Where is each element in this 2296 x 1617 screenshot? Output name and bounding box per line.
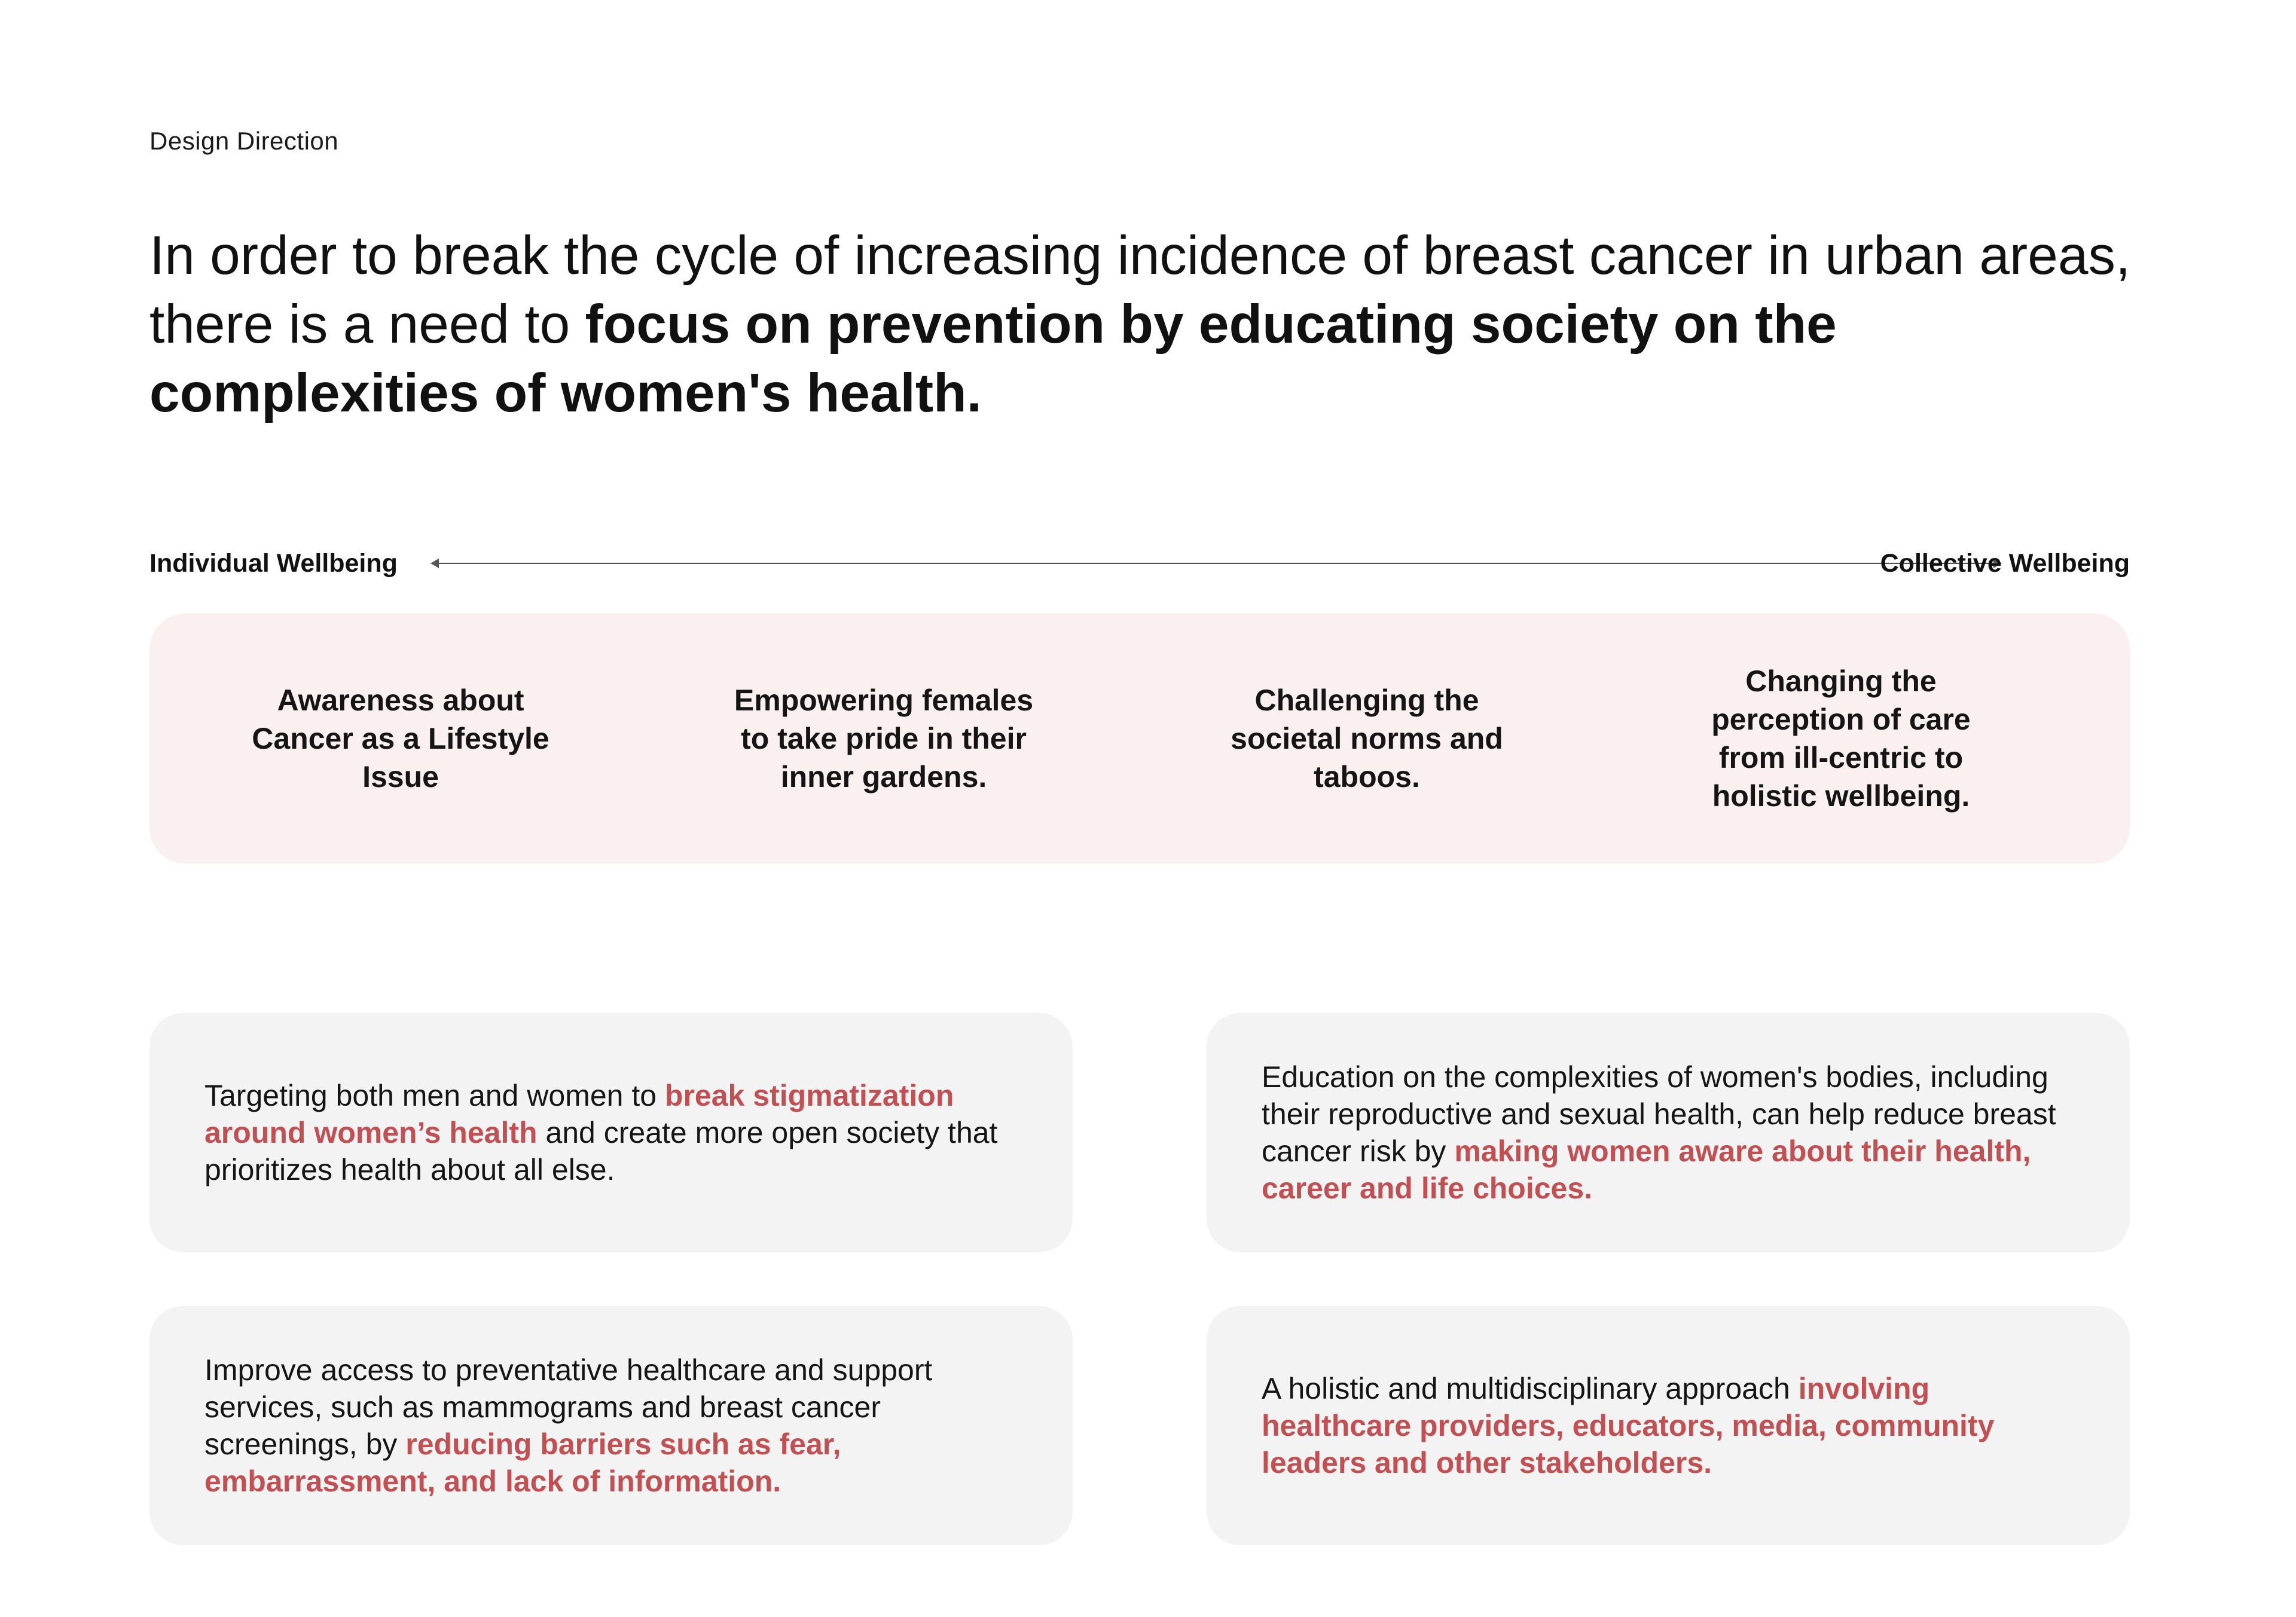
section-label: Design Direction xyxy=(149,127,339,155)
card-text-highlight: involving healthcare providers, educators, media, community leaders and other stakeholders. xyxy=(1262,1372,1995,1479)
card-education-womens-bodies xyxy=(1207,1013,2130,1252)
card-text-before: Improve access to preventative healthcare and support services, such as mammograms and breast cancer screenings, by xyxy=(204,1353,933,1461)
spectrum-line xyxy=(436,563,1996,564)
headline-regular: In order to break the cycle of increasing incidence of breast cancer in urban areas, there is a need to xyxy=(149,225,2131,355)
pillar-text: Awareness about Cancer as a Lifestyle Issue xyxy=(252,684,549,794)
pillar-lifestyle-awareness xyxy=(233,614,568,864)
card-text-before: A holistic and multidisciplinary approach xyxy=(1262,1372,1799,1405)
pillar-challenging-norms xyxy=(1199,614,1534,864)
pillar-empowering-females xyxy=(716,614,1051,864)
card-text xyxy=(204,1077,1018,1188)
pillar-text: Changing the perception of care from ill-centric to holistic wellbeing. xyxy=(1711,664,1971,813)
card-text xyxy=(1262,1370,2075,1481)
card-text xyxy=(1262,1058,2075,1207)
card-text-highlight: reducing barriers such as fear, embarrassment, and lack of information. xyxy=(204,1427,841,1498)
spectrum-left-label: Individual Wellbeing xyxy=(149,549,398,578)
card-text-after: and create more open society that prioritizes health about all else. xyxy=(204,1116,998,1186)
spectrum-right-label: Collective Wellbeing xyxy=(1880,549,2130,578)
card-text-highlight: making women aware about their health, career and life choices. xyxy=(1262,1134,2031,1205)
pillar-text: Empowering females to take pride in their inner gardens. xyxy=(734,684,1034,794)
card-text xyxy=(204,1351,1018,1500)
card-holistic-approach xyxy=(1207,1306,2130,1545)
headline-bold: focus on prevention by educating society on the complexities of women's health. xyxy=(149,294,1837,423)
pillar-changing-perception xyxy=(1683,614,1999,864)
wellbeing-spectrum xyxy=(149,545,2130,581)
card-text-before: Targeting both men and women to xyxy=(204,1079,665,1112)
card-improve-access xyxy=(149,1306,1073,1545)
card-text-highlight: break stigmatization around women’s health xyxy=(204,1079,954,1149)
double-arrow-icon xyxy=(430,562,2002,565)
card-break-stigmatization xyxy=(149,1013,1073,1252)
card-text-before: Education on the complexities of women's bodies, including their reproductive and sexual health, can help reduce breast cancer risk by xyxy=(1262,1060,2056,1168)
pillar-text: Challenging the societal norms and taboos. xyxy=(1231,684,1503,794)
page-headline xyxy=(149,221,2147,428)
pillars-panel xyxy=(149,614,2130,864)
